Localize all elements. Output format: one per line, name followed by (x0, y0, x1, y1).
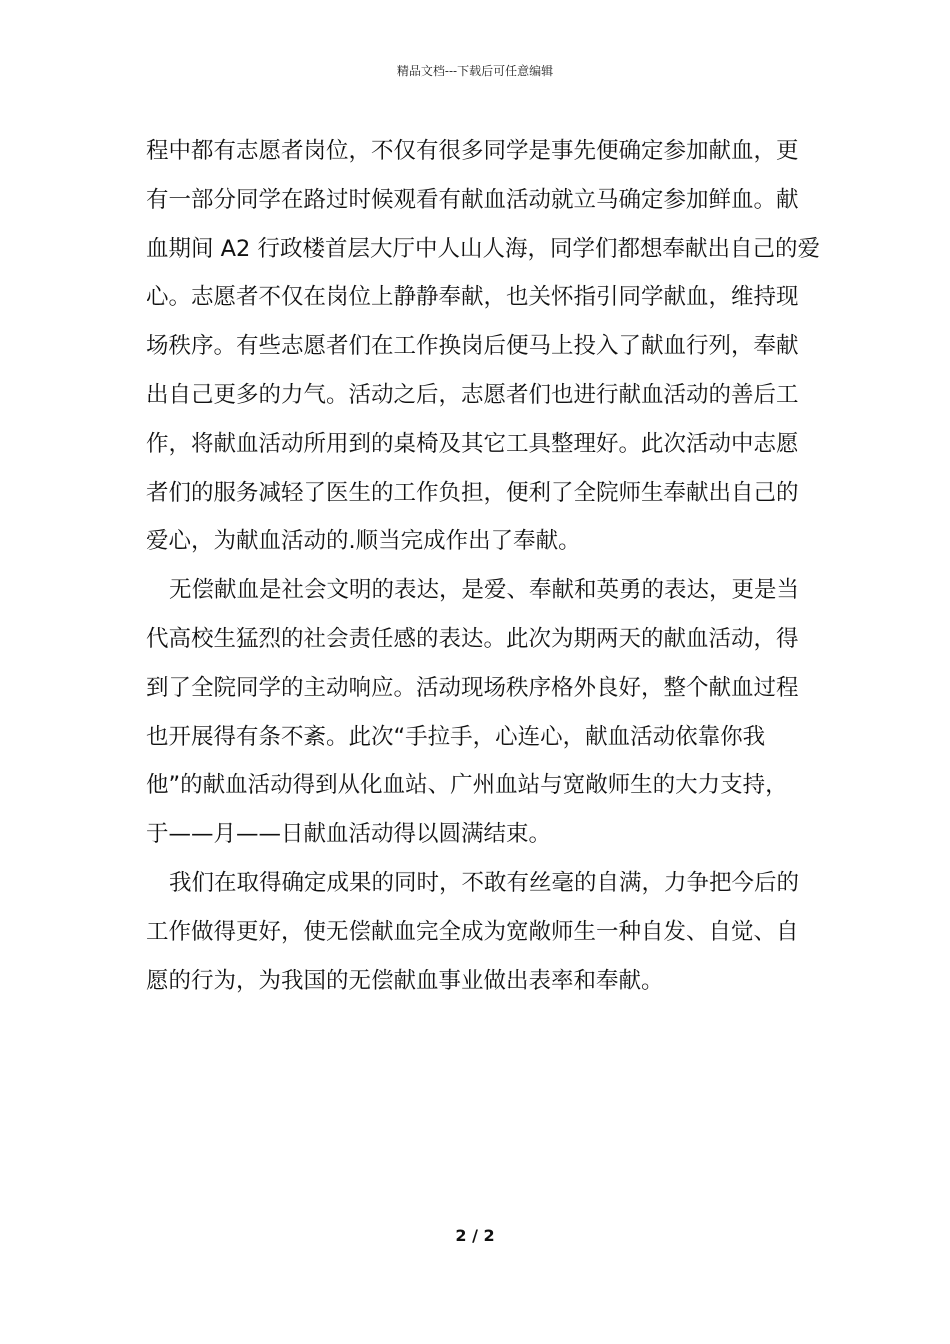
text-line: 我们在取得确定成果的同时，不敢有丝毫的自满，力争把今后的 (169, 869, 800, 896)
paragraph-1 (146, 127, 821, 566)
document-body (146, 127, 821, 1005)
page-header: 精品文档---下载后可任意编辑 (396, 64, 554, 78)
text-line: 爱心，为献血活动的.顺当完成作出了奉献。 (146, 528, 581, 555)
text-line: 作，将献血活动所用到的桌椅及其它工具整理好。此次活动中志愿 (146, 430, 799, 457)
text-line: 心。志愿者不仅在岗位上静静奉献，也关怀指引同学献血，维持现 (146, 284, 799, 311)
text-line: 愿的行为，为我国的无偿献血事业做出表率和奉献。 (146, 967, 664, 994)
paragraph-2 (146, 566, 808, 859)
text-line: 出自己更多的力气。活动之后，志愿者们也进行献血活动的善后工 (146, 381, 799, 408)
paragraph-3 (146, 859, 808, 1005)
text-line: 者们的服务减轻了医生的工作负担，便利了全院师生奉献出自己的 (146, 479, 799, 506)
text-line: 无偿献血是社会文明的表达，是爱、奉献和英勇的表达，更是当 (169, 577, 800, 604)
text-line: 到了全院同学的主动响应。活动现场秩序格外良好，整个献血过程 (146, 674, 799, 701)
text-line: 工作做得更好，使无偿献血完全成为宽敞师生一种自发、自觉、自 (146, 918, 799, 945)
text-line: 于——月——日献血活动得以圆满结束。 (146, 821, 552, 848)
text-line: 场秩序。有些志愿者们在工作换岗后便马上投入了献血行列，奉献 (146, 333, 799, 360)
text-line: 他”的献血活动得到从化血站、广州血站与宽敞师生的大力支持， (146, 772, 788, 799)
text-line: 也开展得有条不紊。此次“手拉手，心连心，献血活动依靠你我 (146, 723, 766, 750)
page-number: 2 / 2 (455, 1226, 495, 1245)
text-line: 代高校生猛烈的社会责任感的表达。此次为期两天的献血活动，得 (146, 625, 799, 652)
text-line: 程中都有志愿者岗位，不仅有很多同学是事先便确定参加献血，更 (146, 138, 799, 164)
text-line: 血期间 A2 行政楼首层大厅中人山人海，同学们都想奉献出自己的爱 (146, 235, 821, 262)
text-line: 有一部分同学在路过时候观看有献血活动就立马确定参加鲜血。献 (146, 186, 799, 213)
